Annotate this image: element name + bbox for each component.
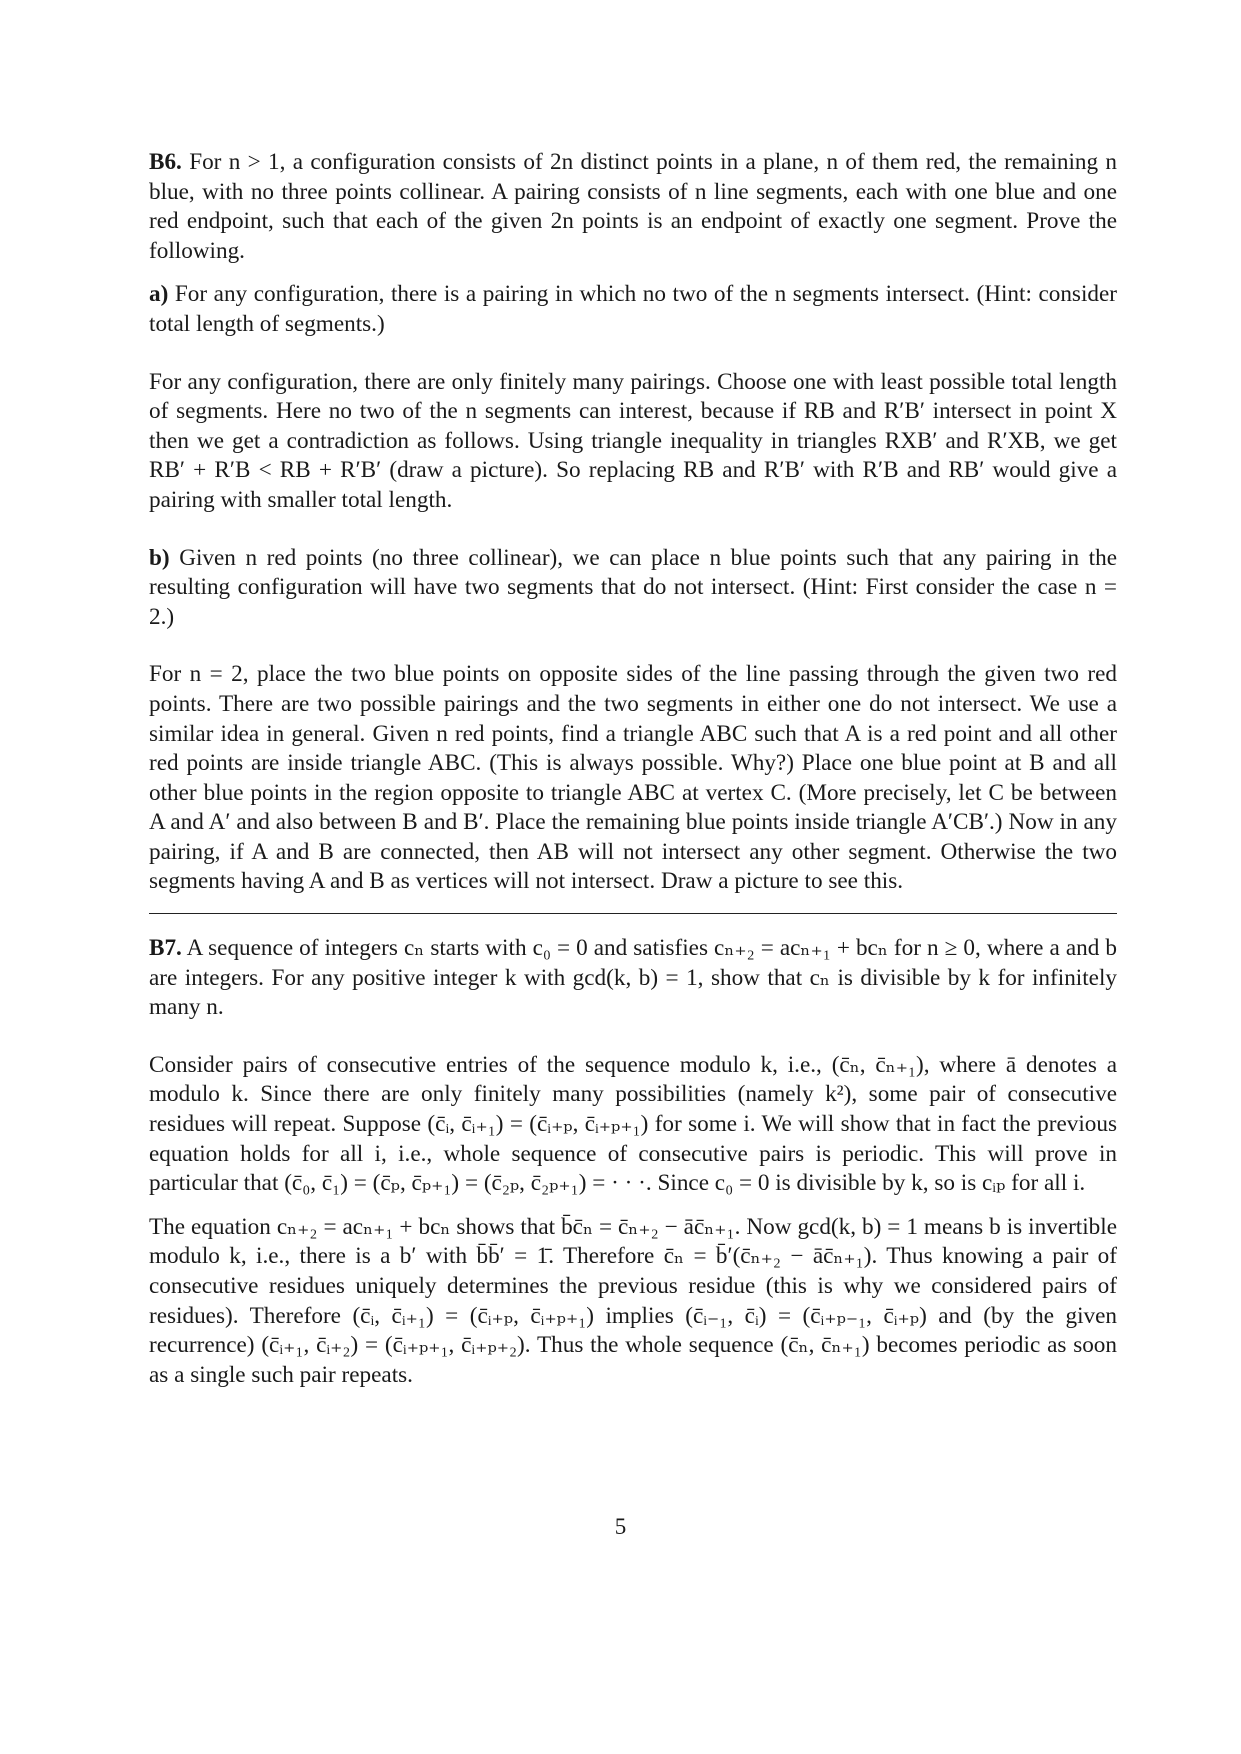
page-content	[149, 148, 1117, 1390]
part-text: Given n red points (no three collinear), we can place n blue points such that any pairing in the resulting configuration will have two segments that do not intersect. (Hint: First consider the case n = 2.)	[149, 544, 1118, 630]
problem-statement	[149, 934, 1117, 1023]
solution-paragraph: The equation cₙ₊₂ = acₙ₊₁ + bcₙ shows that b̄c̄ₙ = c̄ₙ₊₂ − āc̄ₙ₊₁. Now gcd(k, b) = 1 means b is invertible modulo k, i.e., there is a b′ with b̄b̄′ = 1̄. Therefore c̄ₙ = b̄′(c̄ₙ₊₂ − āc̄ₙ₊₁). Thus knowing a pair of consecutive residues uniquely determines the previous residue (this is why we considered pairs of residues). Therefore (c̄ᵢ, c̄ᵢ₊₁) = (c̄ᵢ₊ₚ, c̄ᵢ₊ₚ₊₁) implies (c̄ᵢ₋₁, c̄ᵢ) = (c̄ᵢ₊ₚ₋₁, c̄ᵢ₊ₚ) and (by the given recurrence) (c̄ᵢ₊₁, c̄ᵢ₊₂) = (c̄ᵢ₊ₚ₊₁, c̄ᵢ₊ₚ₊₂). Thus the whole sequence (c̄ₙ, c̄ₙ₊₁) becomes periodic as soon as a single such pair repeats.	[149, 1213, 1117, 1388]
problem-statement	[149, 148, 1117, 266]
section-divider	[149, 913, 1117, 914]
part-label: a)	[149, 281, 169, 308]
part-question	[149, 544, 1117, 633]
page-number: 5	[614, 1514, 627, 1539]
problem-label: B6.	[149, 149, 182, 175]
problem-label: B7.	[149, 935, 182, 962]
solution-paragraph: Consider pairs of consecutive entries of the sequence modulo k, i.e., (c̄ₙ, c̄ₙ₊₁), where ā denotes a modulo k. Since there are only finitely many possibilities (namely k²), some pair of consecutive residues will repeat. Suppose (c̄ᵢ, c̄ᵢ₊₁) = (c̄ᵢ₊ₚ, c̄ᵢ₊ₚ₊₁) for some i. We will show that in fact the previous equation holds for all i, i.e., whole sequence of consecutive pairs is periodic. This will prove in particular that (c̄₀, c̄₁) = (c̄ₚ, c̄ₚ₊₁) = (c̄₂ₚ, c̄₂ₚ₊₁) = · · ·. Since c₀ = 0 is divisible by k, so is cᵢₚ for all i.	[149, 1051, 1117, 1197]
part-label: b)	[149, 544, 170, 571]
problem-text: For n > 1, a configuration consists of 2n distinct points in a plane, n of them red, the remaining n blue, with no three points collinear. A pairing consists of n line segments, each with one blue and one red endpoint, such that each of the given 2n points is an endpoint of exactly one segment. Prove the following.	[149, 149, 1117, 264]
part-text: For any configuration, there is a pairing in which no two of the n segments intersect. (Hint: consider total length of segments.)	[149, 281, 1117, 337]
problem-text: A sequence of integers cₙ starts with c₀ = 0 and satisfies cₙ₊₂ = acₙ₊₁ + bcₙ for n ≥ 0, where a and b are integers. For any positive integer k with gcd(k, b) = 1, show that cₙ is divisible by k for infinitely many n.	[149, 935, 1117, 1021]
solution-paragraph: For n = 2, place the two blue points on opposite sides of the line passing through the given two red points. There are two possible pairings and the two segments in either one do not intersect. We use a similar idea in general. Given n red points, find a triangle ABC such that A is a red point and all other red points are inside triangle ABC. (This is always possible. Why?) Place one blue point at B and all other blue points in the region opposite to triangle ABC at vertex C. (More precisely, let C be between A and A′ and also between B and B′. Place the remaining blue points inside triangle A′CB′.) Now in any pairing, if A and B are connected, then AB will not intersect any other segment. Otherwise the two segments having A and B as vertices will not intersect. Draw a picture to see this.	[149, 661, 1117, 895]
solution-paragraph: For any configuration, there are only finitely many pairings. Choose one with least possible total length of segments. Here no two of the n segments can interest, because if RB and R′B′ intersect in point X then we get a contradiction as follows. Using triangle inequality in triangles RXB′ and R′XB, we get RB′ + R′B < RB + R′B′ (draw a picture). So replacing RB and R′B′ with R′B and RB′ would give a pairing with smaller total length.	[149, 368, 1117, 513]
part-question	[149, 280, 1117, 339]
